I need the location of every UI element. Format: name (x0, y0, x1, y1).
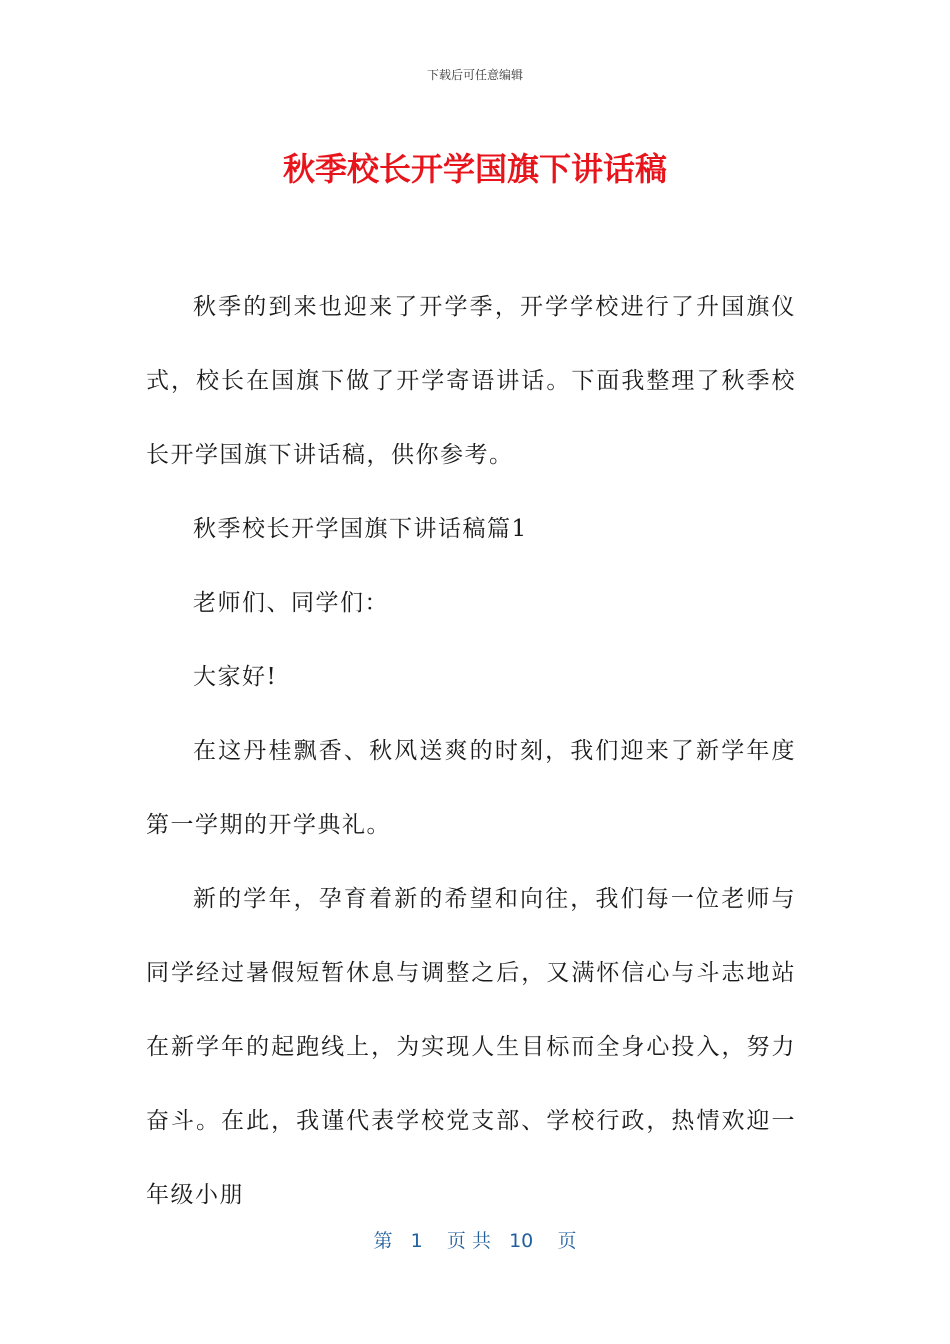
paragraph-salutation: 老师们、同学们： (193, 590, 389, 616)
footer-current-page: 1 (410, 1230, 423, 1252)
document-body (146, 270, 796, 1232)
paragraph-section-heading: 秋季校长开学国旗下讲话稿篇1 (193, 516, 528, 542)
footer-page-middle: 页 共 (446, 1230, 491, 1252)
header-note: 下载后可任意编辑 (426, 68, 523, 82)
footer-page-suffix: 页 (557, 1230, 577, 1252)
document-title: 秋季校长开学国旗下讲话稿 (282, 150, 667, 188)
footer-total-pages: 10 (509, 1230, 534, 1252)
paragraph-opening: 在这丹桂飘香、秋风送爽的时刻，我们迎来了新学年度第一学期的开学典礼。 (146, 738, 796, 838)
paragraph-intro: 秋季的到来也迎来了开学季，开学学校进行了升国旗仪式，校长在国旗下做了开学寄语讲话。下面我整理了秋季校长开学国旗下讲话稿，供你参考。 (146, 294, 796, 468)
page-footer (0, 1226, 950, 1253)
paragraph-new-year: 新的学年，孕育着新的希望和向往，我们每一位老师与同学经过暑假短暂休息与调整之后，又满怀信心与斗志地站在新学年的起跑线上，为实现人生目标而全身心投入，努力奋斗。在此，我谨代表学校党支部、学校行政，热情欢迎一年级小朋 (146, 886, 796, 1208)
footer-page-prefix: 第 (373, 1230, 393, 1252)
paragraph-greeting: 大家好! (193, 664, 278, 690)
